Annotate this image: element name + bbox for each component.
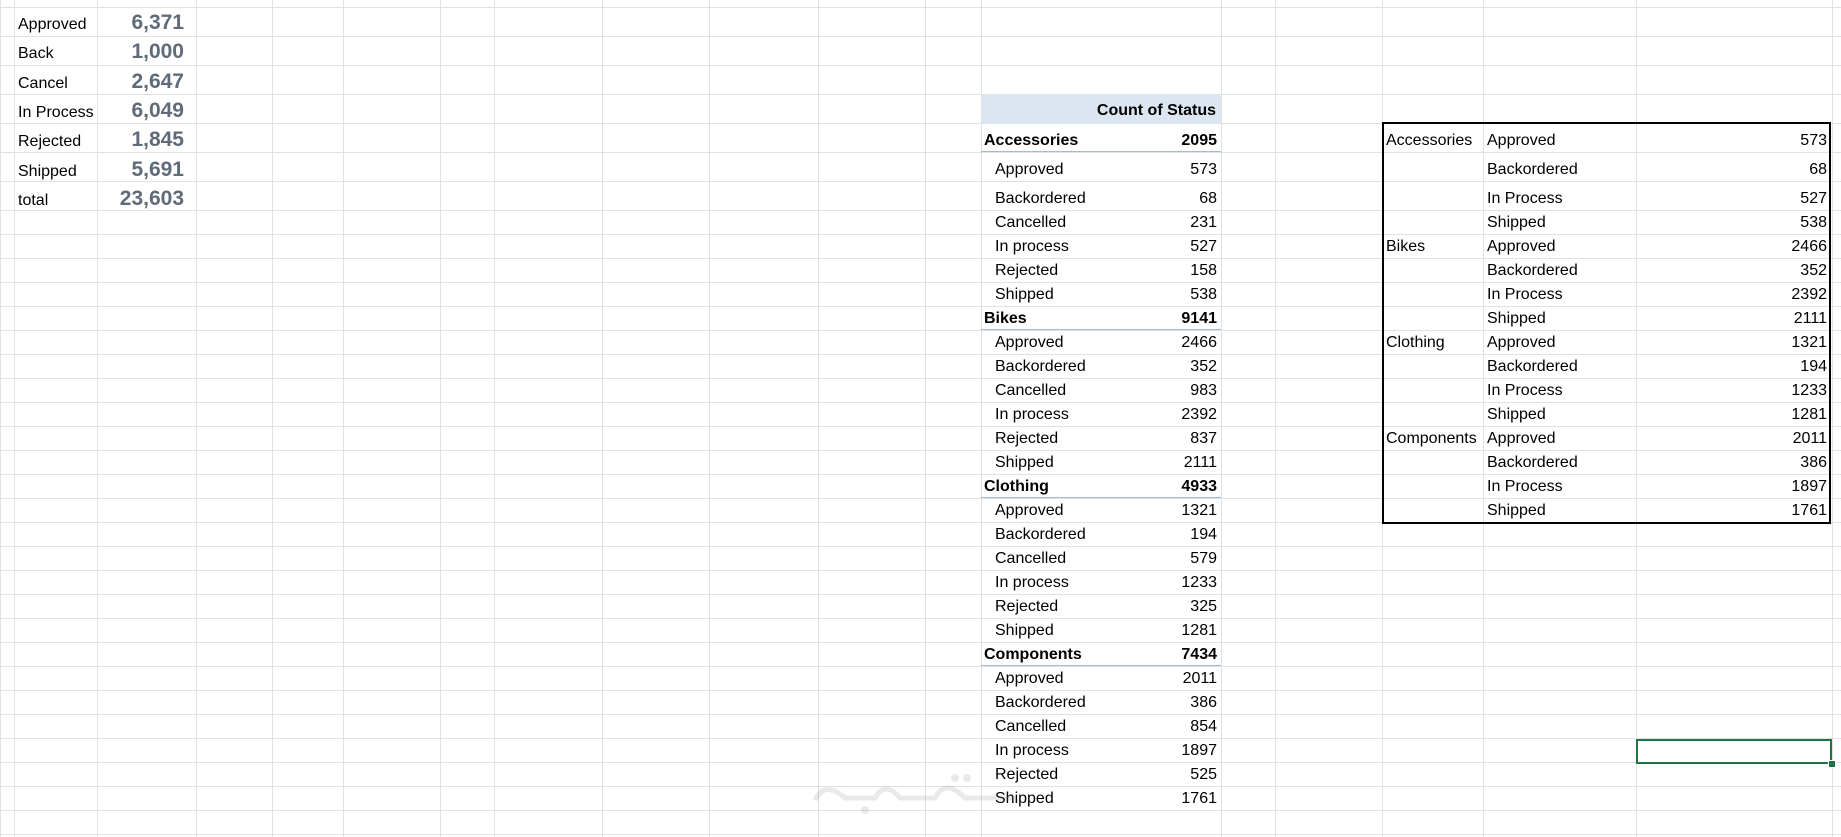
column-gridline: [14, 0, 15, 837]
column-gridline: [981, 0, 982, 837]
pivot-header-label[interactable]: Count of Status: [1096, 102, 1216, 119]
pivot-item-label[interactable]: In process: [995, 406, 1069, 423]
pivot-item-value[interactable]: 1321: [1181, 502, 1217, 519]
pivot-item-label[interactable]: Backordered: [995, 190, 1086, 207]
bordered-value[interactable]: 68: [1809, 161, 1827, 178]
bordered-category[interactable]: Accessories: [1386, 132, 1473, 149]
row-gridline: [0, 36, 1841, 37]
bordered-value[interactable]: 1281: [1791, 406, 1827, 423]
pivot-item-value[interactable]: 527: [1190, 238, 1217, 255]
summary-label[interactable]: Rejected: [18, 133, 82, 151]
pivot-item-value[interactable]: 525: [1190, 766, 1217, 783]
pivot-item-label[interactable]: Cancelled: [995, 214, 1067, 231]
summary-label[interactable]: total: [18, 191, 49, 209]
pivot-item-value[interactable]: 854: [1190, 718, 1217, 735]
column-gridline: [602, 0, 603, 837]
pivot-item-label[interactable]: Shipped: [995, 286, 1054, 303]
pivot-item-value[interactable]: 2011: [1182, 670, 1217, 687]
summary-label[interactable]: Shipped: [18, 162, 77, 180]
pivot-item-value[interactable]: 325: [1190, 598, 1217, 615]
summary-label[interactable]: Back: [18, 45, 54, 63]
pivot-group-total[interactable]: 9141: [1181, 310, 1217, 327]
row-gridline: [0, 94, 1841, 95]
pivot-item-value[interactable]: 68: [1199, 190, 1217, 207]
pivot-group-separator: [981, 665, 1221, 666]
summary-value[interactable]: 5,691: [131, 157, 184, 181]
bordered-value[interactable]: 527: [1800, 190, 1827, 207]
bordered-status[interactable]: Approved: [1487, 334, 1556, 351]
pivot-group-label[interactable]: Components: [984, 646, 1082, 663]
pivot-item-label[interactable]: Shipped: [995, 790, 1054, 807]
bordered-status[interactable]: Approved: [1487, 132, 1556, 149]
bordered-category[interactable]: Bikes: [1386, 238, 1426, 255]
bordered-category[interactable]: Components: [1386, 430, 1477, 447]
pivot-group-total[interactable]: 2095: [1181, 132, 1217, 149]
pivot-item-value[interactable]: 386: [1190, 694, 1217, 711]
bordered-status[interactable]: Approved: [1487, 238, 1556, 255]
bordered-value[interactable]: 1233: [1791, 382, 1827, 399]
watermark-logo: [805, 760, 1035, 820]
selected-cell[interactable]: [1636, 739, 1832, 764]
pivot-group-label[interactable]: Clothing: [984, 478, 1049, 495]
column-gridline: [196, 0, 197, 837]
column-gridline: [1221, 0, 1222, 837]
pivot-item-label[interactable]: Rejected: [995, 262, 1059, 279]
pivot-item-label[interactable]: Cancelled: [995, 718, 1067, 735]
row-gridline: [0, 7, 1841, 8]
column-gridline: [272, 0, 273, 837]
bordered-value[interactable]: 2011: [1792, 430, 1827, 447]
bordered-status[interactable]: Backordered: [1487, 161, 1578, 178]
row-gridline: [0, 546, 1841, 547]
column-gridline: [494, 0, 495, 837]
bordered-status[interactable]: In Process: [1487, 286, 1563, 303]
pivot-item-value[interactable]: 194: [1190, 526, 1217, 543]
column-gridline: [925, 0, 926, 837]
row-gridline: [0, 618, 1841, 619]
pivot-item-value[interactable]: 2466: [1181, 334, 1217, 351]
column-gridline: [709, 0, 710, 837]
pivot-group-total[interactable]: 4933: [1181, 478, 1217, 495]
bordered-value[interactable]: 194: [1800, 358, 1827, 375]
column-gridline: [818, 0, 819, 837]
row-gridline: [0, 690, 1841, 691]
bordered-value[interactable]: 538: [1800, 214, 1827, 231]
summary-value[interactable]: 1,845: [131, 128, 184, 152]
row-gridline: [0, 666, 1841, 667]
pivot-item-label[interactable]: Cancelled: [995, 550, 1067, 567]
pivot-item-value[interactable]: 158: [1190, 262, 1217, 279]
pivot-group-label[interactable]: Accessories: [984, 132, 1079, 149]
row-gridline: [0, 642, 1841, 643]
bordered-status[interactable]: Backordered: [1487, 454, 1578, 471]
pivot-item-label[interactable]: Backordered: [995, 694, 1086, 711]
pivot-item-value[interactable]: 2392: [1181, 406, 1217, 423]
pivot-item-label[interactable]: Cancelled: [995, 382, 1067, 399]
pivot-item-label[interactable]: In process: [995, 742, 1069, 759]
pivot-item-label[interactable]: Shipped: [995, 622, 1054, 639]
pivot-item-value[interactable]: 983: [1190, 382, 1217, 399]
column-gridline: [1832, 0, 1833, 837]
pivot-item-value[interactable]: 837: [1190, 430, 1217, 447]
pivot-item-value[interactable]: 352: [1190, 358, 1217, 375]
fill-handle[interactable]: [1828, 760, 1836, 768]
bordered-status[interactable]: Shipped: [1487, 214, 1546, 231]
pivot-item-value[interactable]: 1281: [1181, 622, 1217, 639]
row-gridline: [0, 738, 1841, 739]
summary-value[interactable]: 1,000: [131, 40, 184, 64]
row-gridline: [0, 714, 1841, 715]
pivot-item-label[interactable]: Approved: [995, 161, 1064, 178]
bordered-category[interactable]: Clothing: [1386, 334, 1445, 351]
pivot-item-label[interactable]: Approved: [995, 670, 1064, 687]
bordered-status[interactable]: Backordered: [1487, 262, 1578, 279]
pivot-group-separator: [981, 497, 1221, 498]
bordered-status[interactable]: In Process: [1487, 190, 1563, 207]
pivot-item-value[interactable]: 1761: [1181, 790, 1217, 807]
bordered-status[interactable]: Shipped: [1487, 502, 1546, 519]
column-gridline: [97, 0, 98, 837]
row-gridline: [0, 570, 1841, 571]
pivot-item-value[interactable]: 231: [1190, 214, 1217, 231]
bordered-value[interactable]: 1321: [1791, 334, 1827, 351]
pivot-group-separator: [981, 151, 1221, 152]
pivot-item-label[interactable]: Backordered: [995, 526, 1086, 543]
bordered-value[interactable]: 2392: [1791, 286, 1827, 303]
bordered-value[interactable]: 573: [1800, 132, 1827, 149]
pivot-item-value[interactable]: 1233: [1181, 574, 1217, 591]
pivot-item-value[interactable]: 1897: [1181, 742, 1217, 759]
bordered-value[interactable]: 386: [1800, 454, 1827, 471]
pivot-item-label[interactable]: Backordered: [995, 358, 1086, 375]
pivot-item-label[interactable]: In process: [995, 574, 1069, 591]
bordered-status[interactable]: Shipped: [1487, 310, 1546, 327]
pivot-item-label[interactable]: In process: [995, 238, 1069, 255]
pivot-group-label[interactable]: Bikes: [984, 310, 1027, 327]
row-gridline: [0, 65, 1841, 66]
bordered-status[interactable]: Shipped: [1487, 406, 1546, 423]
bordered-value[interactable]: 2111: [1793, 310, 1827, 327]
bordered-value[interactable]: 1761: [1791, 502, 1827, 519]
bordered-status[interactable]: Backordered: [1487, 358, 1578, 375]
pivot-group-total[interactable]: 7434: [1181, 646, 1217, 663]
pivot-item-value[interactable]: 579: [1190, 550, 1217, 567]
pivot-group-separator: [981, 329, 1221, 330]
pivot-item-label[interactable]: Rejected: [995, 598, 1059, 615]
row-gridline: [0, 834, 1841, 835]
bordered-status[interactable]: In Process: [1487, 478, 1563, 495]
bordered-status[interactable]: In Process: [1487, 382, 1563, 399]
summary-value[interactable]: 6,049: [131, 98, 184, 122]
row-gridline: [0, 594, 1841, 595]
summary-value[interactable]: 23,603: [119, 186, 184, 210]
pivot-item-label[interactable]: Approved: [995, 502, 1064, 519]
column-gridline: [440, 0, 441, 837]
bordered-status[interactable]: Approved: [1487, 430, 1556, 447]
pivot-item-value[interactable]: 538: [1190, 286, 1217, 303]
summary-label[interactable]: Cancel: [18, 74, 68, 92]
pivot-item-label[interactable]: Rejected: [995, 766, 1059, 783]
pivot-item-label[interactable]: Shipped: [995, 454, 1054, 471]
bordered-value[interactable]: 1897: [1791, 478, 1827, 495]
pivot-item-label[interactable]: Rejected: [995, 430, 1059, 447]
bordered-value[interactable]: 352: [1800, 262, 1827, 279]
summary-label[interactable]: In Process: [18, 103, 94, 121]
pivot-item-value[interactable]: 2111: [1183, 454, 1217, 471]
summary-value[interactable]: 6,371: [131, 11, 184, 34]
summary-label[interactable]: Approved: [18, 16, 87, 33]
column-gridline: [1275, 0, 1276, 837]
pivot-item-value[interactable]: 573: [1190, 161, 1217, 178]
column-gridline: [343, 0, 344, 837]
bordered-value[interactable]: 2466: [1791, 238, 1827, 255]
summary-value[interactable]: 2,647: [131, 69, 184, 93]
pivot-item-label[interactable]: Approved: [995, 334, 1064, 351]
